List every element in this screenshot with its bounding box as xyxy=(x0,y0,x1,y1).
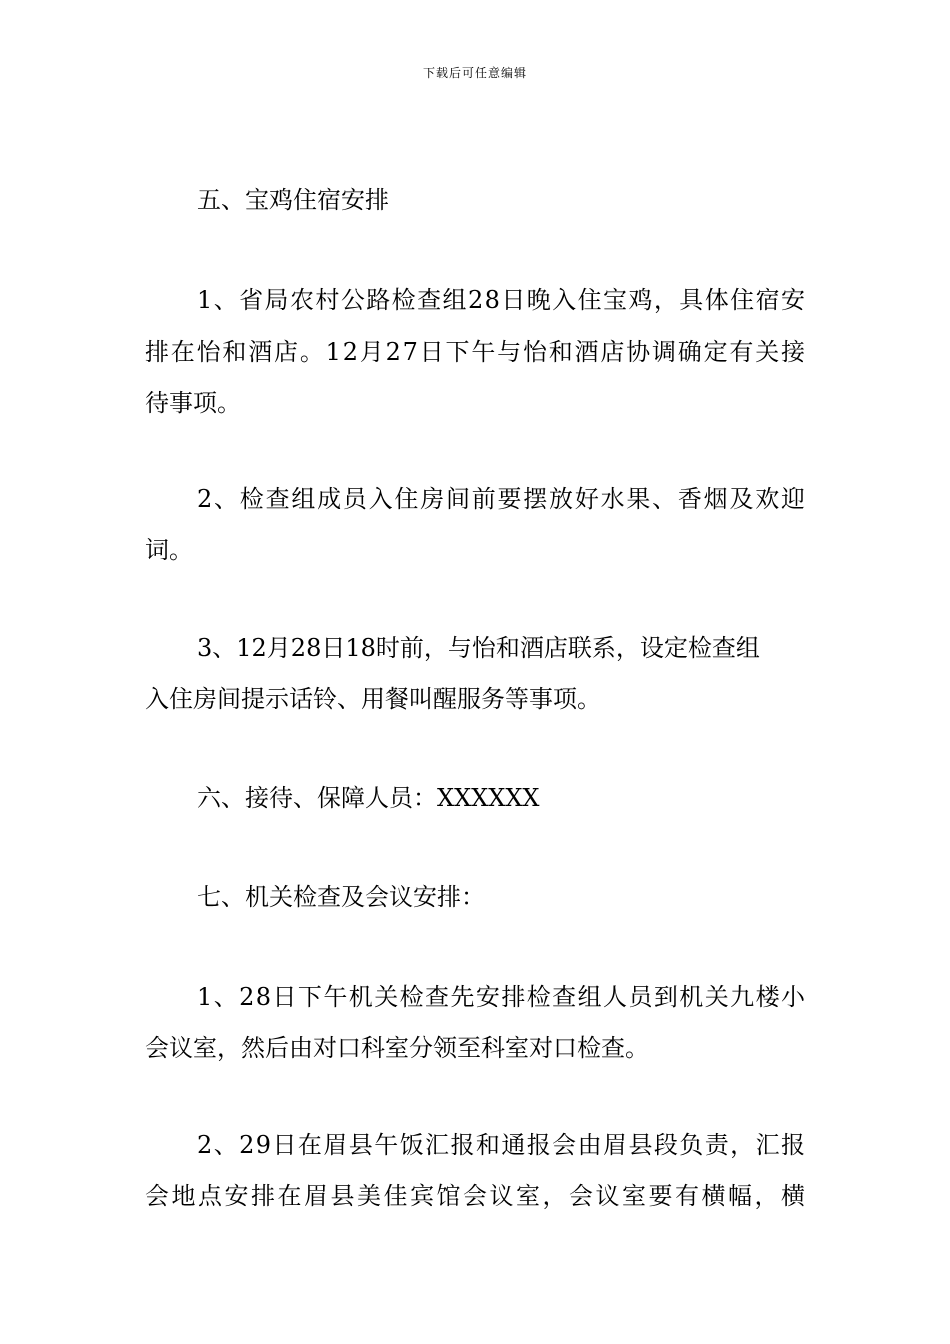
paragraph-text: 排在怡和酒店。12月27日下午与怡和酒店协调确定有关接 xyxy=(145,338,807,366)
section-heading-meetings: 七、机关检查及会议安排： xyxy=(197,883,485,911)
paragraph-text: 2、29日在眉县午饭汇报和通报会由眉县段负责，汇报 xyxy=(197,1131,807,1159)
paragraph-text: 会地点安排在眉县美佳宾馆会议室，会议室要有横幅，横 xyxy=(145,1182,808,1210)
paragraph-text: 1、省局农村公路检查组28日晚入住宝鸡，具体住宿安 xyxy=(197,286,807,314)
paragraph-line: 会议室，然后由对口科室分领至科室对口检查。 xyxy=(145,1034,649,1062)
paragraph-text: 1、28日下午机关检查先安排检查组人员到机关九楼小 xyxy=(197,983,807,1011)
paragraph-line xyxy=(197,484,805,514)
section-heading-staff: 六、接待、保障人员：XXXXXX xyxy=(197,784,540,812)
section-heading-accommodation: 五、宝鸡住宿安排 xyxy=(197,186,389,214)
paragraph-line xyxy=(145,337,805,367)
page-header: 下载后可任意编辑 xyxy=(422,66,527,80)
paragraph-line: 入住房间提示话铃、用餐叫醒服务等事项。 xyxy=(145,685,601,713)
paragraph-text: 2、检查组成员入住房间前要摆放好水果、香烟及欢迎 xyxy=(197,485,807,513)
paragraph-line xyxy=(197,1130,805,1160)
paragraph-line: 待事项。 xyxy=(145,389,241,417)
paragraph-line xyxy=(197,982,805,1012)
paragraph-line: 3、12月28日18时前，与怡和酒店联系，设定检查组 xyxy=(197,634,760,662)
paragraph-line xyxy=(145,1181,808,1211)
paragraph-line: 词。 xyxy=(145,536,193,564)
paragraph-line xyxy=(197,285,805,315)
